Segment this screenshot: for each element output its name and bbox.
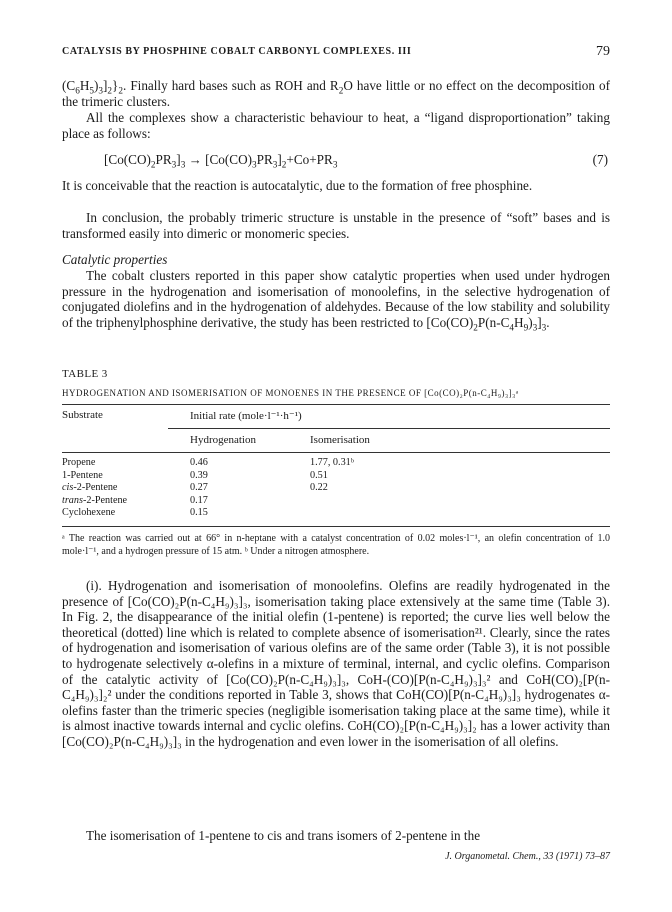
table-rule-bottom	[62, 526, 610, 527]
table-row: cis-2-Pentene	[62, 482, 118, 494]
table-header-rate: Initial rate (mole·l⁻¹·h⁻¹)	[190, 410, 302, 422]
table-column-hydrogenation	[190, 457, 208, 520]
table-header-isomerisation: Isomerisation	[310, 434, 370, 446]
paragraph-conclusion: In conclusion, the probably trimeric structure is unstable in the presence of “soft” bases and is transformed easily into dimeric or monomeric species.	[62, 210, 610, 241]
table-rule-sub	[168, 428, 610, 429]
table-header-hydrogenation: Hydrogenation	[190, 434, 256, 446]
paragraph-autocatalytic: It is conceivable that the reaction is autocatalytic, due to the formation of free phosphine.	[62, 178, 533, 193]
paragraph-hydrogenation-monoolefins: (i). Hydrogenation and isomerisation of monoolefins. Olefins are readily hydrogenated in the presence of [Co(CO)₂P(n-C₄H₉)₃]₃, isomerisation taking place extensively at the same time (Table 3). In Fig. 2, the disappearance of the initial olefin (1-pentene) is reported; the curve lies well below the theoretical (dotted) line which is related to complete absence of isomerisation²¹. Clearly, since the rates of hydrogenation and isomerisation of various olefins are of the same order (Table 3), it is not possible to hydrogenate selectively α-olefins in a mixture of terminal, internal, and cyclic olefins. Comparison of the catalytic activity of [Co(CO)₂P(n-C₄H₉)₃]₃, CoH-(CO)[P(n-C₄H₉)₃]₃² and CoH(CO)₂[P(n-C₄H₉)₃]₂² under the conditions reported in Table 3, shows that CoH(CO)[P(n-C₄H₉)₃]₃ hydrogenates α-olefins faster than the trimeric species (negligible isomerisation taking place at the same time), while it is almost inactive towards internal and cyclic olefins. CoH(CO)₂[P(n-C₄H₉)₃]₂ has a lower activity than [Co(CO)₂P(n-C₄H₉)₃]₃ in the hydrogenation and even lower in the isomerisation of all olefins.	[62, 578, 610, 749]
section-title: Catalytic properties	[62, 252, 168, 267]
table-column-isomerisation	[310, 457, 354, 495]
paragraph-isomerisation: The isomerisation of 1-pentene to cis and trans isomers of 2-pentene in the	[86, 828, 481, 843]
table-cell: 0.22	[310, 482, 328, 494]
running-header	[62, 44, 610, 64]
table-row: Propene	[62, 457, 96, 468]
table-column-substrate	[62, 457, 127, 520]
table-footnote: ᵃ The reaction was carried out at 66° in n-heptane with a catalyst concentration of 0.02 moles·l⁻¹, an olefin concentration of 1.0 mole·l⁻¹, and a hydrogen pressure of 15 atm. ᵇ Under a nitrogen atmosphere.	[62, 533, 610, 557]
table-cell: 0.39	[190, 469, 208, 481]
table-row: Cyclohexene	[62, 507, 116, 519]
table-cell: 0.15	[190, 507, 208, 519]
running-title: CATALYSIS BY PHOSPHINE COBALT CARBONYL COMPLEXES. III	[62, 46, 412, 57]
table-header-substrate: Substrate	[62, 409, 103, 421]
table-row: trans-2-Pentene	[62, 494, 128, 506]
table-cell: 0.51	[310, 469, 328, 481]
equation-number: (7)	[592, 152, 608, 167]
table-title: HYDROGENATION AND ISOMERISATION OF MONOENES IN THE PRESENCE OF [Co(CO)₂P(n-C₄H₉)₃]₃ᵃ	[62, 388, 519, 398]
paragraph-ligand-disproportionation: All the complexes show a characteristic behaviour to heat, a “ligand disproportionation” taking place as follows:	[62, 110, 610, 141]
table-row: 1-Pentene	[62, 469, 103, 481]
page-number: 79	[596, 44, 610, 59]
table-cell: 1.77, 0.31ᵇ	[310, 457, 354, 468]
equation-body: $[Co(CO)_2PR_3]_3 \to [Co(CO)_3PR_3]_2+Co+PR_3$	[104, 152, 338, 170]
table-label: TABLE 3	[62, 368, 108, 380]
journal-citation: J. Organometal. Chem., 33 (1971) 73–87	[445, 851, 610, 862]
table-cell: 0.27	[190, 482, 208, 494]
table-rule-top	[62, 404, 610, 405]
paragraph-decomposition: $(C_6H_5)_3]_2\}_2$. Finally hard bases such as ROH and $R_2O$ have little or no effect on the decomposition of the trimeric clusters.	[62, 78, 611, 109]
paragraph-catalytic-properties: The cobalt clusters reported in this paper show catalytic properties when used under hydrogen pressure in the hydrogenation and isomerisation of monoolefins, in the selective hydrogenation of conjugated diolefins and in the hydrogenation of aldehydes. Because of the low stability and solubility of the triphenylphosphine derivative, the study has been restricted to $[Co(CO)_2P(n-C_4H_9)_3]_3$.	[62, 268, 610, 333]
table-rule-mid	[62, 452, 610, 453]
table-cell: 0.17	[190, 494, 208, 506]
table-cell: 0.46	[190, 457, 208, 468]
